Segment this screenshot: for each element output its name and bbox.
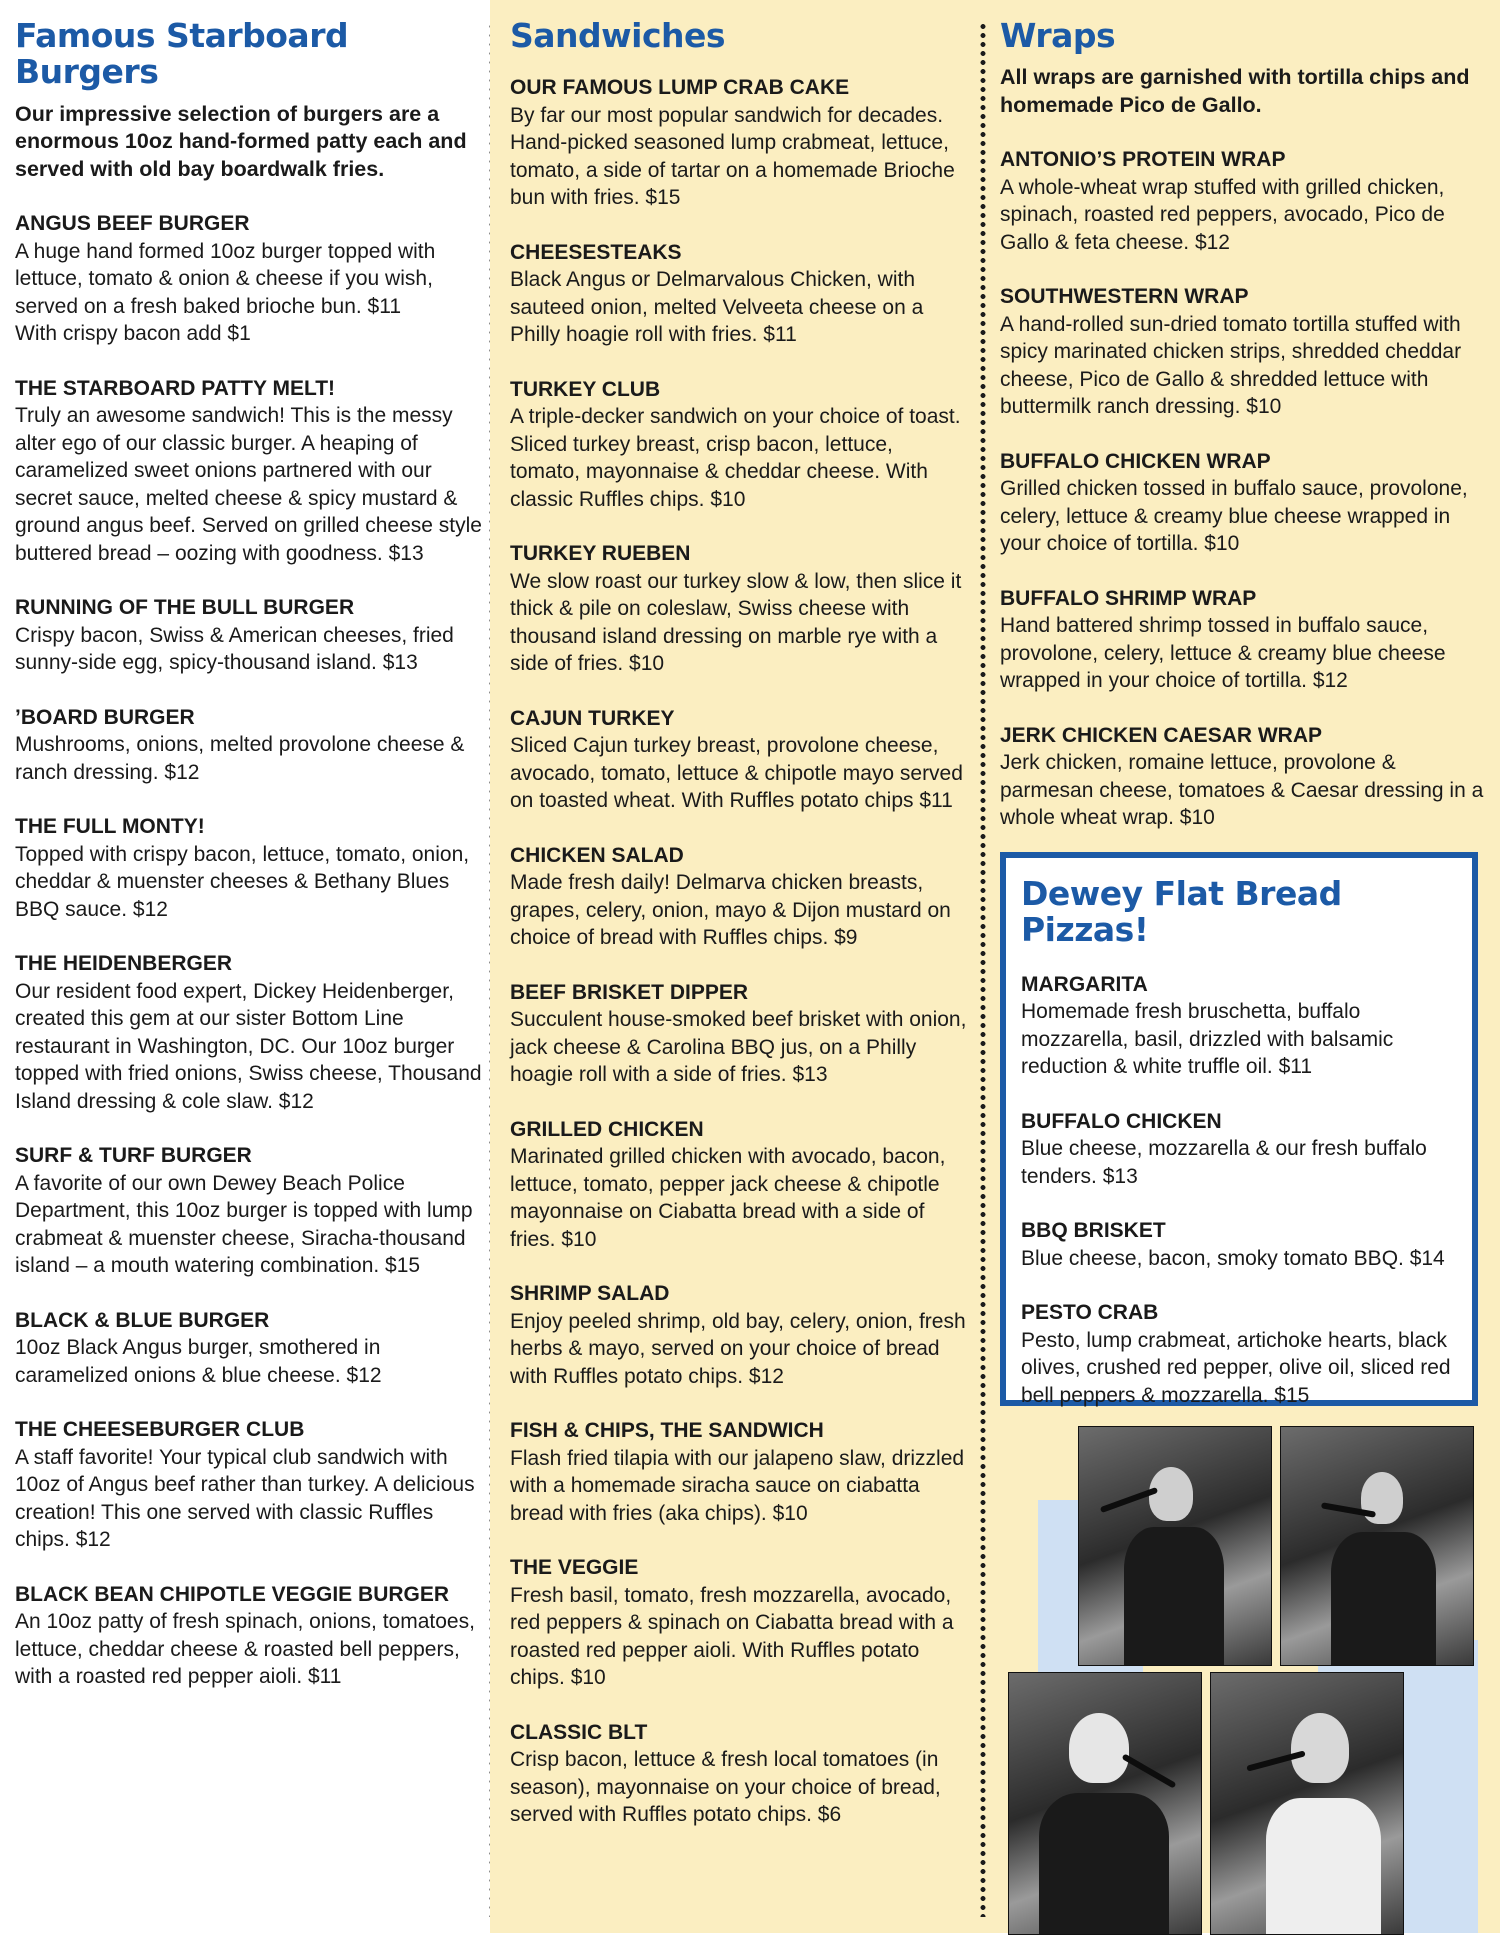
menu-item: [15, 950, 490, 1115]
menu-item-name: THE STARBOARD PATTY MELT!: [15, 376, 336, 400]
menu-item: [15, 704, 490, 787]
wraps-title: Wraps: [1000, 16, 1116, 55]
menu-item: [15, 1581, 490, 1691]
menu-item-name: BBQ BRISKET: [1021, 1219, 1166, 1243]
menu-item: [15, 1142, 490, 1280]
menu-item-description: Succulent house-smoked beef brisket with onion, jack cheese & Carolina BBQ jus, on a Philly hoagie roll with a side of fries. $13: [510, 1008, 967, 1087]
menu-item-name: BUFFALO SHRIMP WRAP: [1000, 586, 1257, 610]
menu-item-description: Fresh basil, tomato, fresh mozzarella, avocado, red peppers & spinach on Ciabatta bread with a roasted red pepper aioli. With Ruffles potato chips. $10: [510, 1583, 954, 1690]
menu-item: [1000, 722, 1485, 832]
menu-item-description: A huge hand formed 10oz burger topped with lettuce, tomato & onion & cheese if you wish, served on a fresh baked brioche bun. $11: [15, 239, 436, 318]
menu-item-description: Truly an awesome sandwich! This is the messy alter ego of our classic burger. A heaping of caramelized sweet onions partnered with our secret sauce, melted cheese & spicy mustard & ground angus beef. Served on grilled cheese style buttered bread – oozing with goodness. $13: [15, 404, 482, 565]
menu-item-name: SOUTHWESTERN WRAP: [1000, 285, 1249, 309]
pizza-box: [1000, 852, 1478, 1406]
band-photo: [1078, 1426, 1272, 1666]
performer-body: [1266, 1798, 1381, 1935]
sandwiches-column: [490, 0, 978, 1933]
menu-item-name: TURKEY RUEBEN: [510, 542, 691, 566]
burgers-intro: Our impressive selection of burgers are a enormous 10oz hand-formed patty each and served with old bay boardwalk fries.: [15, 101, 467, 181]
band-photo: [1210, 1672, 1404, 1935]
menu-item-description: A whole-wheat wrap stuffed with grilled chicken, spinach, roasted red peppers, avocado, Pico de Gallo & feta cheese. $12: [1000, 175, 1445, 254]
menu-item-name: THE CHEESEBURGER CLUB: [15, 1418, 305, 1442]
menu-item-description: A triple-decker sandwich on your choice of toast. Sliced turkey breast, crisp bacon, lettuce, tomato, mayonnaise & cheddar cheese. With classic Ruffles chips. $10: [510, 405, 961, 511]
menu-item: [15, 375, 490, 568]
menu-item-name: BLACK & BLUE BURGER: [15, 1308, 270, 1332]
burger-list: [15, 210, 490, 1691]
band-photo: [1280, 1426, 1474, 1666]
menu-item-extra: With crispy bacon add $1: [15, 322, 251, 346]
menu-item-description: Marinated grilled chicken with avocado, bacon, lettuce, tomato, pepper jack cheese & chipotle mayonnaise on Ciabatta bread with a side of fries. $10: [510, 1145, 946, 1251]
menu-item-description: We slow roast our turkey slow & low, then slice it thick & pile on coleslaw, Swiss cheese with thousand island dressing on marble rye with a side of fries. $10: [510, 569, 962, 676]
menu-item: [15, 210, 490, 348]
performer-body: [1039, 1793, 1169, 1935]
menu-item: [510, 1280, 968, 1390]
menu-item-name: GRILLED CHICKEN: [510, 1117, 704, 1141]
menu-item-name: MARGARITA: [1021, 972, 1148, 996]
dotted-divider: [980, 22, 986, 1917]
microphone-icon: [1122, 1753, 1177, 1788]
menu-item-name: BEEF BRISKET DIPPER: [510, 980, 749, 1004]
menu-item-description: An 10oz patty of fresh spinach, onions, tomatoes, lettuce, cheddar cheese & roasted bell peppers, with a roasted red pepper aioli. $11: [15, 1610, 475, 1689]
menu-item-name: CHICKEN SALAD: [510, 843, 684, 867]
menu-item-name: SURF & TURF BURGER: [15, 1144, 252, 1168]
performer-body: [1331, 1532, 1436, 1666]
menu-item-name: ’BOARD BURGER: [15, 705, 195, 729]
menu-item-description: Enjoy peeled shrimp, old bay, celery, onion, fresh herbs & mayo, served on your choice of bread with Ruffles potato chips. $12: [510, 1309, 966, 1388]
menu-item-name: ANTONIO’S PROTEIN WRAP: [1000, 148, 1286, 172]
burgers-column: [0, 0, 490, 1933]
menu-item: [510, 1417, 968, 1527]
sandwich-list: [510, 74, 968, 1829]
sandwiches-title: Sandwiches: [510, 16, 726, 55]
menu-item-name: RUNNING OF THE BULL BURGER: [15, 596, 355, 620]
burgers-title: Famous Starboard Burgers: [15, 16, 349, 92]
menu-item: [1021, 971, 1472, 1081]
wrap-list: [1000, 146, 1485, 832]
menu-item-description: 10oz Black Angus burger, smothered in caramelized onions & blue cheese. $12: [15, 1336, 382, 1387]
menu-item-description: Our resident food expert, Dickey Heidenberger, created this gem at our sister Bottom Line restaurant in Washington, DC. Our 10oz burger topped with fried onions, Swiss cheese, Thousand Island dressing & cole slaw. $12: [15, 979, 482, 1113]
menu-item-name: BLACK BEAN CHIPOTLE VEGGIE BURGER: [15, 1582, 450, 1606]
menu-item-description: Blue cheese, mozzarella & our fresh buffalo tenders. $13: [1021, 1137, 1427, 1188]
menu-item-description: Flash fried tilapia with our jalapeno slaw, drizzled with a homemade siracha sauce on ciabatta bread with fries (aka chips). $10: [510, 1446, 965, 1525]
menu-item-description: Topped with crispy bacon, lettuce, tomato, onion, cheddar & muenster cheeses & Bethany Blues BBQ sauce. $12: [15, 842, 470, 921]
menu-item: [1000, 585, 1485, 695]
menu-item-description: Crisp bacon, lettuce & fresh local tomatoes (in season), mayonnaise on your choice of bread, served with Ruffles potato chips. $6: [510, 1748, 941, 1827]
menu-item: [15, 1416, 490, 1554]
menu-item: [1021, 1108, 1472, 1191]
band-photo: [1008, 1672, 1202, 1935]
menu-item-description: A staff favorite! Your typical club sandwich with 10oz of Angus beef rather than turkey. A delicious creation! This one served with classic Ruffles chips. $12: [15, 1445, 475, 1552]
menu-item: [510, 979, 968, 1089]
menu-item: [15, 1307, 490, 1390]
menu-item-name: FISH & CHIPS, THE SANDWICH: [510, 1419, 824, 1443]
menu-item: [510, 540, 968, 678]
performer-head: [1291, 1713, 1349, 1783]
menu-item-name: THE FULL MONTY!: [15, 815, 205, 839]
menu-item-name: BUFFALO CHICKEN: [1021, 1109, 1222, 1133]
menu-item-name: THE HEIDENBERGER: [15, 952, 233, 976]
menu-item: [1000, 283, 1485, 421]
menu-item-description: Made fresh daily! Delmarva chicken breasts, grapes, celery, onion, mayo & Dijon mustard on choice of bread with Ruffles chips. $9: [510, 871, 951, 950]
menu-item-name: JERK CHICKEN CAESAR WRAP: [1000, 723, 1323, 747]
menu-item-description: Hand battered shrimp tossed in buffalo sauce, provolone, celery, lettuce & creamy blue cheese wrapped in your choice of tortilla. $12: [1000, 614, 1446, 693]
menu-item-name: PESTO CRAB: [1021, 1301, 1159, 1325]
menu-item-description: Black Angus or Delmarvalous Chicken, with sauteed onion, melted Velveeta cheese on a Philly hoagie roll with fries. $11: [510, 268, 924, 347]
menu-item: [1021, 1217, 1472, 1272]
menu-item-description: Sliced Cajun turkey breast, provolone cheese, avocado, tomato, lettuce & chipotle mayo served on toasted wheat. With Ruffles potato chips $11: [510, 734, 963, 813]
menu-item-name: BUFFALO CHICKEN WRAP: [1000, 449, 1271, 473]
menu-item-description: A favorite of our own Dewey Beach Police Department, this 10oz burger is topped with lump crabmeat & muenster cheese, Siracha-thousand island – a mouth watering combination. $15: [15, 1171, 473, 1278]
menu-item: [1000, 146, 1485, 256]
menu-item: [510, 1719, 968, 1829]
menu-item-name: CLASSIC BLT: [510, 1720, 648, 1744]
pizzas-title: Dewey Flat Bread Pizzas!: [1021, 874, 1342, 950]
menu-item: [510, 705, 968, 815]
menu-item: [15, 594, 490, 677]
menu-item-description: By far our most popular sandwich for decades. Hand-picked seasoned lump crabmeat, lettuce, tomato, a side of tartar on a homemade Brioche bun with fries. $15: [510, 103, 955, 210]
performer-head: [1069, 1713, 1129, 1783]
menu-item: [15, 813, 490, 923]
performer-head: [1149, 1467, 1193, 1521]
menu-item: [510, 1554, 968, 1692]
menu-item: [510, 1116, 968, 1254]
menu-item-description: Homemade fresh bruschetta, buffalo mozzarella, basil, drizzled with balsamic reduction & white truffle oil. $11: [1021, 1000, 1394, 1079]
menu-item: [510, 239, 968, 349]
menu-item-name: ANGUS BEEF BURGER: [15, 212, 250, 236]
menu-item-description: Grilled chicken tossed in buffalo sauce, provolone, celery, lettuce & creamy blue cheese wrapped in your choice of tortilla. $10: [1000, 477, 1468, 556]
menu-item-name: OUR FAMOUS LUMP CRAB CAKE: [510, 76, 850, 100]
menu-item-name: CAJUN TURKEY: [510, 706, 675, 730]
menu-item-description: Crispy bacon, Swiss & American cheeses, fried sunny-side egg, spicy-thousand island. $13: [15, 623, 454, 675]
menu-item-name: TURKEY CLUB: [510, 377, 661, 401]
menu-item: [510, 376, 968, 514]
menu-item: [510, 74, 968, 212]
menu-item-description: A hand-rolled sun-dried tomato tortilla stuffed with spicy marinated chicken strips, shredded cheddar cheese, Pico de Gallo & shredded lettuce with buttermilk ranch dressing. $10: [1000, 312, 1462, 419]
menu-item: [1000, 448, 1485, 558]
menu-item: [1021, 1299, 1472, 1409]
wraps-section: [1000, 18, 1485, 832]
menu-item-name: SHRIMP SALAD: [510, 1282, 670, 1306]
wraps-intro: All wraps are garnished with tortilla chips and homemade Pico de Gallo.: [1000, 65, 1470, 117]
menu-item-description: Jerk chicken, romaine lettuce, provolone & parmesan cheese, tomatoes & Caesar dressing in a whole wheat wrap. $10: [1000, 751, 1484, 830]
wraps-column: [978, 0, 1500, 1933]
menu-item: [510, 842, 968, 952]
menu-item-description: Pesto, lump crabmeat, artichoke hearts, black olives, crushed red pepper, olive oil, sliced red bell peppers & mozzarella. $15: [1021, 1328, 1451, 1407]
menu-item-name: CHEESESTEAKS: [510, 240, 682, 264]
menu-item-description: Mushrooms, onions, melted provolone cheese & ranch dressing. $12: [15, 733, 465, 784]
performer-body: [1124, 1527, 1224, 1666]
pizza-list: [1021, 971, 1472, 1410]
menu-item-description: Blue cheese, bacon, smoky tomato BBQ. $14: [1021, 1246, 1445, 1270]
menu-item-name: THE VEGGIE: [510, 1556, 639, 1580]
